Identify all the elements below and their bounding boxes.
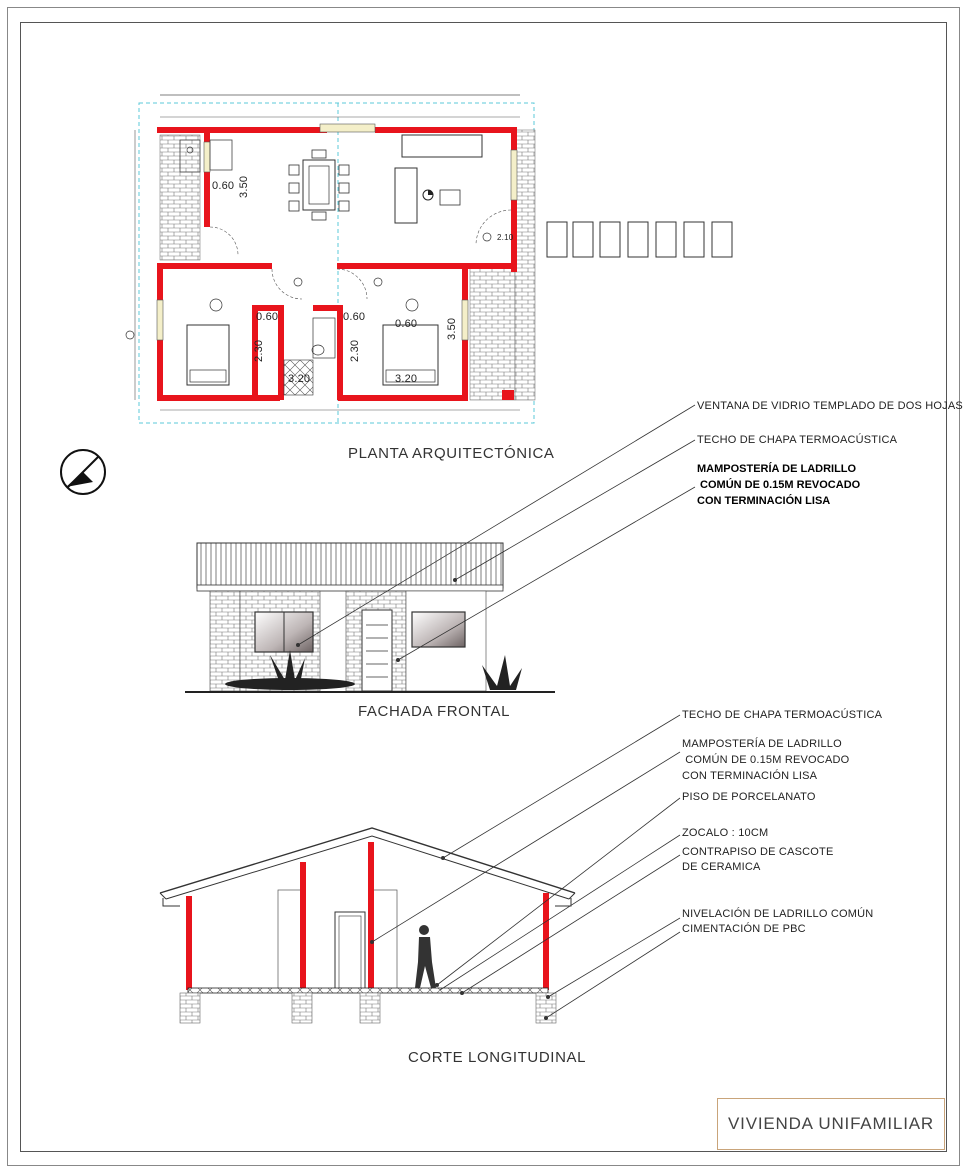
dim-bedroom2-height: 2.30 bbox=[349, 339, 361, 362]
dim-door-right: 2.10 bbox=[497, 233, 514, 242]
note-masonry-facade-1: MAMPOSTERÍA DE LADRILLO bbox=[697, 463, 857, 475]
title-facade: FACHADA FRONTAL bbox=[358, 703, 511, 720]
front-facade bbox=[185, 543, 555, 692]
north-arrow-icon bbox=[61, 450, 105, 494]
note-foundation: CIMENTACIÓN DE PBC bbox=[682, 923, 806, 935]
note-leveling: NIVELACIÓN DE LADRILLO COMÚN bbox=[682, 908, 874, 920]
dim-bath-width-left: 0.60 bbox=[256, 311, 279, 323]
note-masonry-section-2: COMÚN DE 0.15M REVOCADO bbox=[682, 754, 850, 766]
note-subfloor-1: CONTRAPISO DE CASCOTE bbox=[682, 846, 834, 858]
note-masonry-section-3: CON TERMINACIÓN LISA bbox=[682, 770, 818, 782]
title-plan: PLANTA ARQUITECTÓNICA bbox=[348, 445, 555, 462]
legend-boxes bbox=[547, 222, 732, 257]
note-masonry-facade-3: CON TERMINACIÓN LISA bbox=[697, 495, 831, 507]
dim-bath-width-right: 0.60 bbox=[343, 311, 366, 323]
dim-bedroom1-height: 2.30 bbox=[253, 339, 265, 362]
dim-kitchen-width: 0.60 bbox=[212, 180, 235, 192]
title-block bbox=[717, 1098, 945, 1150]
dim-living-height: 3.50 bbox=[238, 175, 250, 198]
note-baseboard: ZOCALO : 10CM bbox=[682, 827, 769, 839]
dim-bedroom2-width: 0.60 bbox=[395, 318, 418, 330]
note-floor: PISO DE PORCELANATO bbox=[682, 791, 816, 803]
dim-wall-height-right: 3.50 bbox=[446, 317, 458, 340]
longitudinal-section bbox=[160, 828, 575, 1023]
dim-bedroom2-length: 3.20 bbox=[395, 373, 418, 385]
title-section: CORTE LONGITUDINAL bbox=[408, 1049, 587, 1066]
note-masonry-facade-2: COMÚN DE 0.15M REVOCADO bbox=[697, 479, 861, 491]
note-roof-section: TECHO DE CHAPA TERMOACÚSTICA bbox=[682, 709, 883, 721]
note-window: VENTANA DE VIDRIO TEMPLADO DE DOS HOJAS bbox=[697, 400, 963, 412]
note-roof-facade: TECHO DE CHAPA TERMOACÚSTICA bbox=[697, 434, 898, 446]
note-subfloor-2: DE CERAMICA bbox=[682, 861, 761, 873]
note-masonry-section-1: MAMPOSTERÍA DE LADRILLO bbox=[682, 738, 842, 750]
dim-bath-length: 3.20 bbox=[288, 373, 311, 385]
floor-plan bbox=[126, 95, 535, 423]
project-title: VIVIENDA UNIFAMILIAR bbox=[728, 1114, 934, 1133]
